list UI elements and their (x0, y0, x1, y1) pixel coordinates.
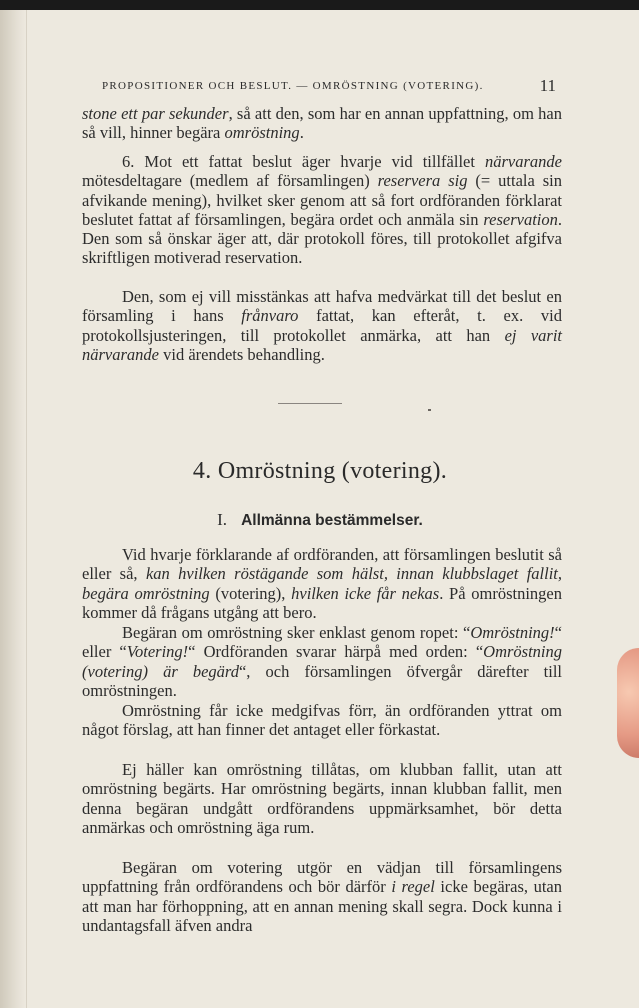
running-title: PROPOSITIONER OCH BESLUT. — OMRÖSTNING (VOTERING). (102, 80, 484, 92)
running-header (100, 76, 560, 100)
paragraph-vote-request: Begäran om omröstning sker enklast genom ropet: “Omröstning!“ eller “Votering!“ Ordföranden svarar härpå med orden: “Omröstning (votering) är begärd“, och församlingen öfvergår därefter till omröstningen. (82, 623, 563, 700)
paragraph-6: 6. Mot ett fattat beslut äger hvarje vid tillfället närvarande mötesdeltagare (medlem af församlingen) reservera sig (= uttala sin afvikande mening), hvilket sker genom att så fort ordföranden förklarat beslutet fattat af församlingen, begära ordet och anmäla sin reservation. Den som så önskar äger att, där protokoll föres, till protokollet afgifva skriftligen motiverad reservation. (82, 152, 562, 268)
subsection-heading (80, 510, 560, 530)
subsection-number: I. (217, 510, 228, 529)
section-divider (278, 403, 342, 404)
paragraph-gavel: Ej häller kan omröstning tillåtas, om klubban fallit, utan att omröstning begärts. Har omröstning begärts, innan klubban fallit, men denna begäran undgått ordförandens uppmärksamhet, bör detta anmärkas och omröstning äga rum. (82, 760, 562, 837)
reader-thumb (617, 648, 639, 758)
print-speck (428, 409, 431, 411)
paragraph-vote-right: Vid hvarje förklarande af ordföranden, att församlingen beslutit så eller så, kan hvilken röstägande som hälst, innan klubbslaget fallit, begära omröstning (votering), hvilken icke får nekas. På omröstningen kommer då frågans utgång att bero. (82, 545, 563, 622)
section-heading: 4. Omröstning (votering). (192, 458, 448, 484)
paragraph-vote-timing: Omröstning får icke medgifvas förr, än ordföranden yttrat om något förslag, att han finner det antaget eller förkastat. (82, 701, 562, 740)
paragraph-absence: Den, som ej vill misstänkas att hafva medvärkat till det beslut en församling i hans frånvaro fattat, kan efteråt, t. ex. vid protokollsjusteringen, till protokollet anmärka, att han ej varit närvarande vid ärendets behandling. (82, 287, 563, 364)
paragraph-continuation: stone ett par sekunder, så att den, som har en annan uppfattning, om han så vill, hinner begära omröstning. (82, 104, 562, 143)
paragraph-appeal: Begäran om votering utgör en vädjan till församlingens uppfattning från ordförandens och bör därför i regel icke begäras, utan att man har förhoppning, att en annan mening skall segra. Dock kunna i undantagsfall äfven andra (82, 858, 563, 935)
subsection-title: Allmänna bestämmelser. (241, 512, 423, 529)
page-gutter (0, 10, 27, 1008)
page-number: 11 (539, 76, 556, 95)
